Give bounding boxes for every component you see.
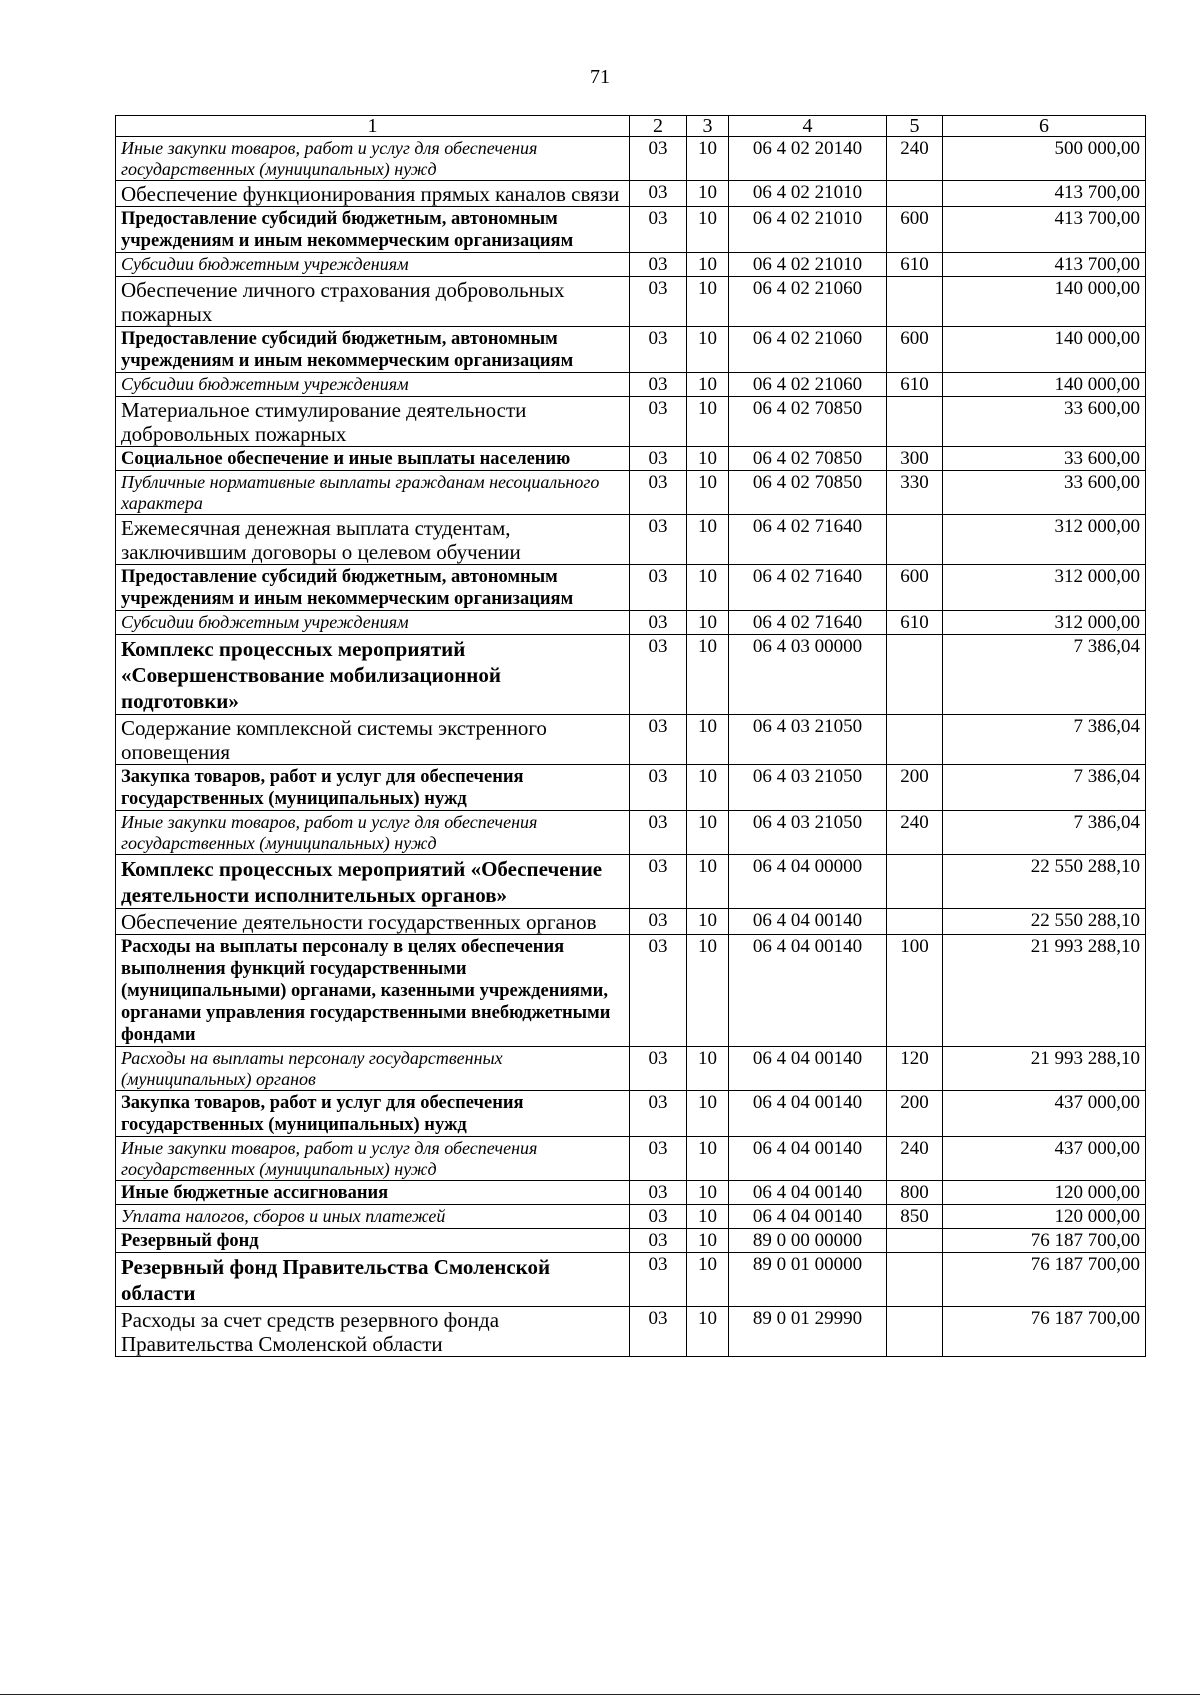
header-col-2: 2 (630, 116, 687, 137)
row-section-cell: 03 (630, 811, 687, 855)
row-target-code-cell: 06 4 02 71640 (729, 611, 887, 635)
table-row (116, 1047, 1146, 1091)
table-row (116, 909, 1146, 935)
row-section-cell: 03 (630, 1253, 687, 1307)
row-target-code-cell: 06 4 03 21050 (729, 811, 887, 855)
table-row (116, 327, 1146, 373)
table-row (116, 635, 1146, 715)
row-target-code-cell: 06 4 04 00140 (729, 1047, 887, 1091)
row-subsection-cell: 10 (687, 765, 729, 811)
row-section-cell: 03 (630, 635, 687, 715)
row-target-code-cell: 06 4 02 21010 (729, 181, 887, 207)
row-target-code-cell: 06 4 04 00140 (729, 1205, 887, 1229)
row-target-code-cell: 06 4 02 21060 (729, 277, 887, 327)
row-amount-cell: 413 700,00 (943, 207, 1146, 253)
row-expense-type-cell (887, 277, 943, 327)
row-amount-cell: 21 993 288,10 (943, 935, 1146, 1047)
row-section-cell: 03 (630, 471, 687, 515)
row-subsection-cell: 10 (687, 1205, 729, 1229)
row-amount-cell: 437 000,00 (943, 1091, 1146, 1137)
row-target-code-cell: 06 4 02 21010 (729, 207, 887, 253)
row-subsection-cell: 10 (687, 515, 729, 565)
row-section-cell: 03 (630, 1091, 687, 1137)
row-amount-cell: 312 000,00 (943, 565, 1146, 611)
row-name-cell: Публичные нормативные выплаты гражданам несоциального характера (116, 471, 630, 515)
row-amount-cell: 7 386,04 (943, 635, 1146, 715)
row-name-cell: Закупка товаров, работ и услуг для обеспечения государственных (муниципальных) нужд (116, 1091, 630, 1137)
table-row (116, 471, 1146, 515)
table-row (116, 397, 1146, 447)
table-row (116, 715, 1146, 765)
row-amount-cell: 140 000,00 (943, 277, 1146, 327)
row-amount-cell: 437 000,00 (943, 1137, 1146, 1181)
header-col-4: 4 (729, 116, 887, 137)
row-subsection-cell: 10 (687, 855, 729, 909)
row-amount-cell: 22 550 288,10 (943, 855, 1146, 909)
row-name-cell: Предоставление субсидий бюджетным, автономным учреждениям и иным некоммерческим организациям (116, 207, 630, 253)
row-expense-type-cell (887, 515, 943, 565)
row-subsection-cell: 10 (687, 1253, 729, 1307)
row-expense-type-cell: 610 (887, 253, 943, 277)
row-section-cell: 03 (630, 181, 687, 207)
row-name-cell: Иные закупки товаров, работ и услуг для обеспечения государственных (муниципальных) нужд (116, 137, 630, 181)
row-subsection-cell: 10 (687, 137, 729, 181)
table-row (116, 1307, 1146, 1357)
table-row (116, 253, 1146, 277)
row-name-cell: Резервный фонд Правительства Смоленской области (116, 1253, 630, 1307)
row-name-cell: Предоставление субсидий бюджетным, автономным учреждениям и иным некоммерческим организациям (116, 565, 630, 611)
row-subsection-cell: 10 (687, 397, 729, 447)
row-subsection-cell: 10 (687, 1137, 729, 1181)
row-subsection-cell: 10 (687, 715, 729, 765)
row-target-code-cell: 06 4 02 20140 (729, 137, 887, 181)
row-name-cell: Предоставление субсидий бюджетным, автономным учреждениям и иным некоммерческим организациям (116, 327, 630, 373)
row-section-cell: 03 (630, 1047, 687, 1091)
row-subsection-cell: 10 (687, 1307, 729, 1357)
row-section-cell: 03 (630, 397, 687, 447)
row-amount-cell: 413 700,00 (943, 181, 1146, 207)
row-section-cell: 03 (630, 765, 687, 811)
row-subsection-cell: 10 (687, 1181, 729, 1205)
row-expense-type-cell: 240 (887, 811, 943, 855)
table-row (116, 855, 1146, 909)
row-amount-cell: 140 000,00 (943, 373, 1146, 397)
row-amount-cell: 33 600,00 (943, 471, 1146, 515)
table-row (116, 811, 1146, 855)
table-row (116, 515, 1146, 565)
row-expense-type-cell: 610 (887, 611, 943, 635)
table-row (116, 181, 1146, 207)
table-row (116, 1181, 1146, 1205)
row-name-cell: Материальное стимулирование деятельности добровольных пожарных (116, 397, 630, 447)
row-expense-type-cell: 240 (887, 137, 943, 181)
row-section-cell: 03 (630, 277, 687, 327)
row-section-cell: 03 (630, 855, 687, 909)
row-subsection-cell: 10 (687, 1047, 729, 1091)
row-target-code-cell: 06 4 04 00140 (729, 909, 887, 935)
row-amount-cell: 33 600,00 (943, 397, 1146, 447)
row-expense-type-cell (887, 1307, 943, 1357)
row-target-code-cell: 06 4 04 00140 (729, 1091, 887, 1137)
row-section-cell: 03 (630, 611, 687, 635)
row-subsection-cell: 10 (687, 253, 729, 277)
row-amount-cell: 140 000,00 (943, 327, 1146, 373)
row-section-cell: 03 (630, 909, 687, 935)
table-body (116, 137, 1146, 1357)
row-subsection-cell: 10 (687, 277, 729, 327)
row-expense-type-cell: 200 (887, 1091, 943, 1137)
row-expense-type-cell: 850 (887, 1205, 943, 1229)
row-subsection-cell: 10 (687, 373, 729, 397)
row-subsection-cell: 10 (687, 471, 729, 515)
row-section-cell: 03 (630, 1229, 687, 1253)
row-expense-type-cell: 200 (887, 765, 943, 811)
row-section-cell: 03 (630, 515, 687, 565)
header-col-3: 3 (687, 116, 729, 137)
row-name-cell: Расходы на выплаты персоналу в целях обеспечения выполнения функций государственными (муниципальными) органами, казенными учреждениями, органами управления государственными внебюджетными фондами (116, 935, 630, 1047)
row-subsection-cell: 10 (687, 909, 729, 935)
row-subsection-cell: 10 (687, 565, 729, 611)
row-amount-cell: 7 386,04 (943, 715, 1146, 765)
row-name-cell: Иные бюджетные ассигнования (116, 1181, 630, 1205)
row-amount-cell: 120 000,00 (943, 1205, 1146, 1229)
row-amount-cell: 76 187 700,00 (943, 1229, 1146, 1253)
table-row (116, 765, 1146, 811)
row-name-cell: Субсидии бюджетным учреждениям (116, 611, 630, 635)
row-section-cell: 03 (630, 935, 687, 1047)
row-section-cell: 03 (630, 137, 687, 181)
row-subsection-cell: 10 (687, 811, 729, 855)
row-target-code-cell: 89 0 01 00000 (729, 1253, 887, 1307)
table-row (116, 1253, 1146, 1307)
row-name-cell: Закупка товаров, работ и услуг для обеспечения государственных (муниципальных) нужд (116, 765, 630, 811)
row-name-cell: Субсидии бюджетным учреждениям (116, 253, 630, 277)
table-row (116, 277, 1146, 327)
row-name-cell: Обеспечение функционирования прямых каналов связи (116, 181, 630, 207)
row-amount-cell: 500 000,00 (943, 137, 1146, 181)
table-row (116, 1205, 1146, 1229)
page-number: 71 (590, 66, 610, 88)
row-target-code-cell: 06 4 02 21060 (729, 373, 887, 397)
scan-edge-line (0, 1694, 1200, 1695)
row-name-cell: Комплекс процессных мероприятий «Совершенствование мобилизационной подготовки» (116, 635, 630, 715)
row-name-cell: Содержание комплексной системы экстренного оповещения (116, 715, 630, 765)
row-target-code-cell: 06 4 04 00140 (729, 1137, 887, 1181)
row-target-code-cell: 89 0 00 00000 (729, 1229, 887, 1253)
row-name-cell: Ежемесячная денежная выплата студентам, заключившим договоры о целевом обучении (116, 515, 630, 565)
row-amount-cell: 7 386,04 (943, 765, 1146, 811)
row-section-cell: 03 (630, 447, 687, 471)
row-target-code-cell: 06 4 03 21050 (729, 715, 887, 765)
row-name-cell: Субсидии бюджетным учреждениям (116, 373, 630, 397)
row-name-cell: Расходы на выплаты персоналу государственных (муниципальных) органов (116, 1047, 630, 1091)
budget-table (115, 115, 1146, 1357)
row-expense-type-cell: 120 (887, 1047, 943, 1091)
table-row (116, 1091, 1146, 1137)
row-subsection-cell: 10 (687, 207, 729, 253)
row-section-cell: 03 (630, 715, 687, 765)
row-expense-type-cell: 610 (887, 373, 943, 397)
row-target-code-cell: 06 4 03 00000 (729, 635, 887, 715)
row-expense-type-cell (887, 909, 943, 935)
row-expense-type-cell (887, 1229, 943, 1253)
table-row (116, 207, 1146, 253)
row-target-code-cell: 06 4 03 21050 (729, 765, 887, 811)
row-target-code-cell: 06 4 04 00140 (729, 935, 887, 1047)
row-expense-type-cell (887, 635, 943, 715)
row-amount-cell: 120 000,00 (943, 1181, 1146, 1205)
row-section-cell: 03 (630, 1307, 687, 1357)
table-row (116, 373, 1146, 397)
row-target-code-cell: 06 4 02 21010 (729, 253, 887, 277)
row-section-cell: 03 (630, 1205, 687, 1229)
row-subsection-cell: 10 (687, 181, 729, 207)
row-expense-type-cell (887, 397, 943, 447)
row-section-cell: 03 (630, 253, 687, 277)
table-row (116, 1229, 1146, 1253)
row-name-cell: Комплекс процессных мероприятий «Обеспечение деятельности исполнительных органов» (116, 855, 630, 909)
row-target-code-cell: 06 4 04 00140 (729, 1181, 887, 1205)
row-target-code-cell: 06 4 02 70850 (729, 471, 887, 515)
row-subsection-cell: 10 (687, 935, 729, 1047)
row-expense-type-cell (887, 715, 943, 765)
row-subsection-cell: 10 (687, 327, 729, 373)
table-row (116, 1137, 1146, 1181)
row-subsection-cell: 10 (687, 611, 729, 635)
row-target-code-cell: 06 4 02 71640 (729, 565, 887, 611)
row-amount-cell: 7 386,04 (943, 811, 1146, 855)
row-target-code-cell: 06 4 02 70850 (729, 397, 887, 447)
row-section-cell: 03 (630, 1137, 687, 1181)
row-amount-cell: 21 993 288,10 (943, 1047, 1146, 1091)
row-section-cell: 03 (630, 327, 687, 373)
row-expense-type-cell (887, 181, 943, 207)
header-col-5: 5 (887, 116, 943, 137)
row-section-cell: 03 (630, 565, 687, 611)
row-target-code-cell: 06 4 02 70850 (729, 447, 887, 471)
row-name-cell: Резервный фонд (116, 1229, 630, 1253)
header-col-6: 6 (943, 116, 1146, 137)
table-row (116, 447, 1146, 471)
row-amount-cell: 76 187 700,00 (943, 1307, 1146, 1357)
row-amount-cell: 22 550 288,10 (943, 909, 1146, 935)
row-amount-cell: 76 187 700,00 (943, 1253, 1146, 1307)
row-expense-type-cell: 300 (887, 447, 943, 471)
row-name-cell: Социальное обеспечение и иные выплаты населению (116, 447, 630, 471)
row-target-code-cell: 06 4 04 00000 (729, 855, 887, 909)
row-expense-type-cell: 100 (887, 935, 943, 1047)
row-amount-cell: 33 600,00 (943, 447, 1146, 471)
row-section-cell: 03 (630, 373, 687, 397)
table-header-row (116, 116, 1146, 137)
row-expense-type-cell: 600 (887, 327, 943, 373)
row-target-code-cell: 89 0 01 29990 (729, 1307, 887, 1357)
table-row (116, 137, 1146, 181)
row-amount-cell: 413 700,00 (943, 253, 1146, 277)
row-expense-type-cell (887, 1253, 943, 1307)
row-amount-cell: 312 000,00 (943, 611, 1146, 635)
row-expense-type-cell: 330 (887, 471, 943, 515)
row-name-cell: Обеспечение личного страхования добровольных пожарных (116, 277, 630, 327)
row-amount-cell: 312 000,00 (943, 515, 1146, 565)
row-subsection-cell: 10 (687, 1091, 729, 1137)
row-name-cell: Обеспечение деятельности государственных органов (116, 909, 630, 935)
table-row (116, 935, 1146, 1047)
row-expense-type-cell: 240 (887, 1137, 943, 1181)
header-col-1: 1 (116, 116, 630, 137)
table-row (116, 611, 1146, 635)
row-target-code-cell: 06 4 02 71640 (729, 515, 887, 565)
row-name-cell: Уплата налогов, сборов и иных платежей (116, 1205, 630, 1229)
row-target-code-cell: 06 4 02 21060 (729, 327, 887, 373)
budget-table-wrapper (115, 115, 1145, 1357)
row-expense-type-cell (887, 855, 943, 909)
table-row (116, 565, 1146, 611)
row-section-cell: 03 (630, 207, 687, 253)
row-subsection-cell: 10 (687, 1229, 729, 1253)
row-expense-type-cell: 600 (887, 565, 943, 611)
row-name-cell: Расходы за счет средств резервного фонда Правительства Смоленской области (116, 1307, 630, 1357)
row-expense-type-cell: 600 (887, 207, 943, 253)
row-section-cell: 03 (630, 1181, 687, 1205)
row-name-cell: Иные закупки товаров, работ и услуг для обеспечения государственных (муниципальных) нужд (116, 1137, 630, 1181)
row-expense-type-cell: 800 (887, 1181, 943, 1205)
row-name-cell: Иные закупки товаров, работ и услуг для обеспечения государственных (муниципальных) нужд (116, 811, 630, 855)
row-subsection-cell: 10 (687, 635, 729, 715)
row-subsection-cell: 10 (687, 447, 729, 471)
